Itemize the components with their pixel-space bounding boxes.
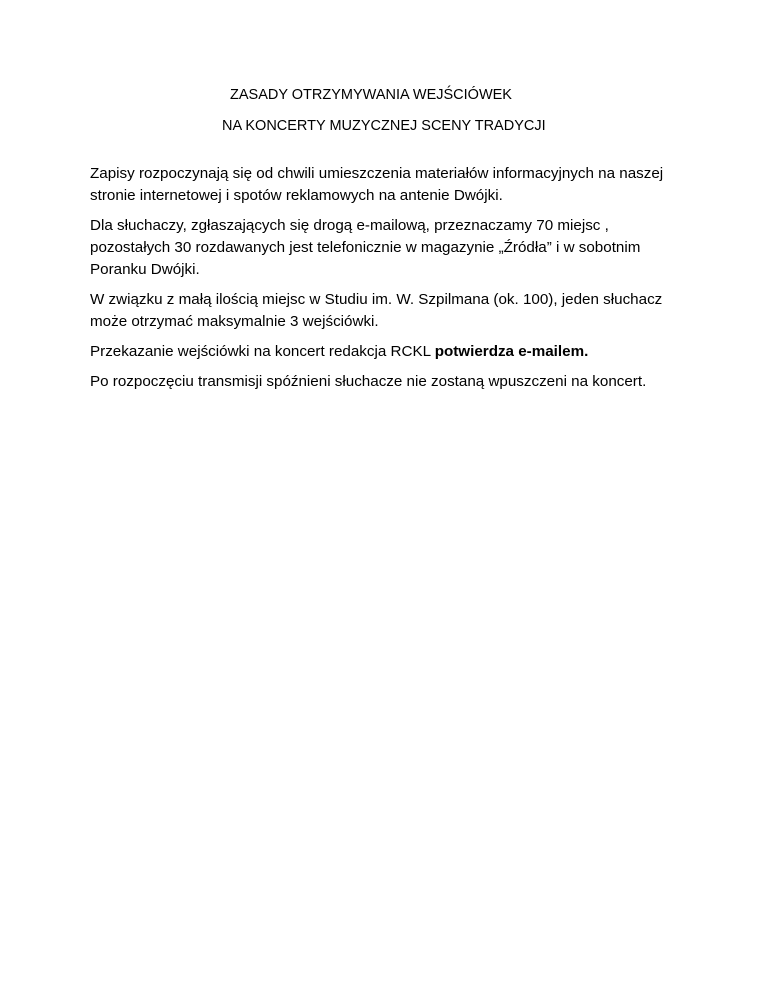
confirmation-text: Przekazanie wejściówki na koncert redakcja RCKL bbox=[90, 343, 435, 360]
paragraph-late-arrivals: Po rozpoczęciu transmisji spóźnieni słuchacze nie zostaną wpuszczeni na koncert. bbox=[90, 373, 647, 390]
paragraph-ticket-limit: W związku z małą ilością miejsc w Studiu im. W. Szpilmana (ok. 100), jeden słuchacz może otrzymać maksymalnie 3 wejściówki. bbox=[90, 291, 663, 330]
confirmation-bold-text: potwierdza e-mailem. bbox=[434, 343, 589, 360]
paragraph-registration: Zapisy rozpoczynają się od chwili umieszczenia materiałów informacyjnych na naszej stronie internetowej i spotów reklamowych na antenie Dwójki. bbox=[90, 165, 664, 204]
document-body bbox=[90, 163, 690, 401]
paragraph-seat-allocation: Dla słuchaczy, zgłaszających się drogą e-mailową, przeznaczamy 70 miejsc , pozostałych 30 rozdawanych jest telefonicznie w magazynie „Źródła” i w sobotnim Poranku Dwójki. bbox=[90, 217, 641, 278]
document-title-line-1: ZASADY OTRZYMYWANIA WEJŚCIÓWEK bbox=[230, 87, 512, 103]
paragraph-confirmation bbox=[90, 341, 690, 363]
document-title-line-2: NA KONCERTY MUZYCZNEJ SCENY TRADYCJI bbox=[222, 118, 546, 134]
